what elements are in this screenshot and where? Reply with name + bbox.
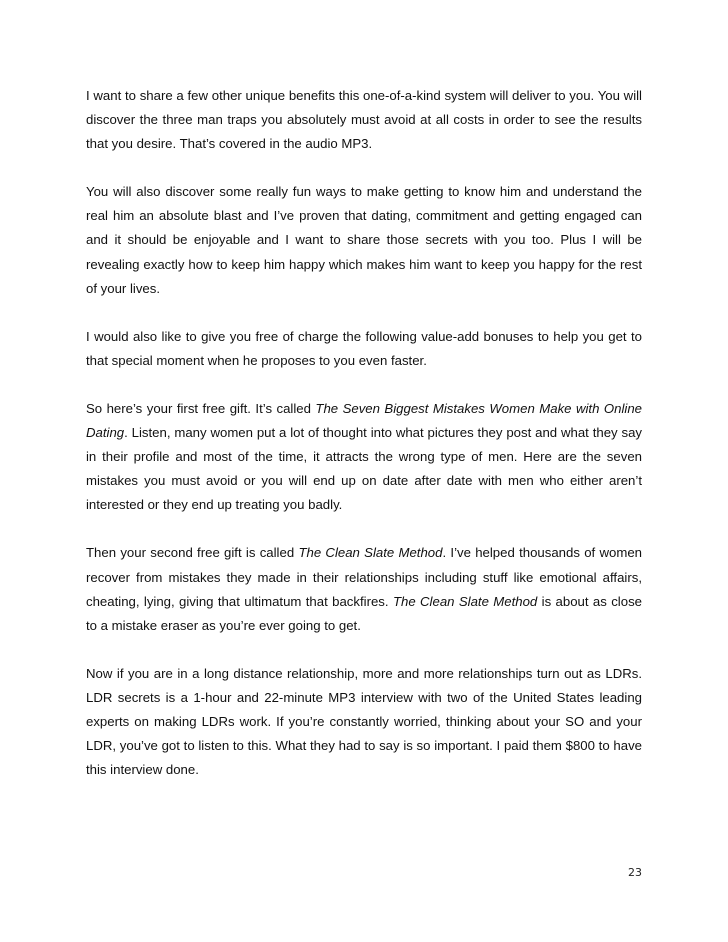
italic-title-text: The Seven Biggest Mistakes Women Make with Online Dating bbox=[86, 400, 642, 441]
paragraph-text: I would also like to give you free of charge the following value-add bonuses to help you get to that special moment when he proposes to you even faster. bbox=[86, 328, 642, 368]
paragraph bbox=[86, 84, 642, 156]
body-text bbox=[86, 84, 642, 806]
paragraph-text: Then your second free gift is called bbox=[86, 545, 299, 561]
paragraph bbox=[86, 397, 642, 517]
paragraph bbox=[86, 541, 642, 637]
paragraph-text: . Listen, many women put a lot of thought into what pictures they post and what they say in their profile and most of the time, it attracts the wrong type of men. Here are the seven mistakes you must avoid or you will end up on date after date with men who either aren’t interested or they end up treating you badly. bbox=[86, 425, 642, 513]
paragraph-text: So here’s your first free gift. It’s called bbox=[86, 400, 316, 416]
paragraph bbox=[86, 180, 642, 300]
italic-title-text: The Clean Slate Method bbox=[298, 545, 443, 561]
italic-title-text: The Clean Slate Method bbox=[392, 593, 538, 609]
page-number: 23 bbox=[628, 866, 642, 879]
paragraph bbox=[86, 325, 642, 373]
paragraph-text: I want to share a few other unique benefits this one-of-a-kind system will deliver to you. You will discover the three man traps you absolutely must avoid at all costs in order to see the results that you desire. That’s covered in the audio MP3. bbox=[86, 88, 642, 152]
paragraph-text: You will also discover some really fun ways to make getting to know him and understand the real him an absolute blast and I’ve proven that dating, commitment and getting engaged can and it should be enjoyable and I want to share those secrets with you too. Plus I will be revealing exactly how to keep him happy which makes him want to keep you happy for the rest of your lives. bbox=[86, 184, 642, 296]
paragraph-text: Now if you are in a long distance relationship, more and more relationships turn out as LDRs. LDR secrets is a 1-hour and 22-minute MP3 interview with two of the United States leading experts on making LDRs work. If you’re constantly worried, thinking about your SO and your LDR, you’ve got to listen to this. What they had to say is so important. I paid them $800 to have this interview done. bbox=[86, 665, 642, 778]
paragraph bbox=[86, 662, 642, 782]
paragraph-text: . I’ve helped thousands of women recover from mistakes they made in their relationships including stuff like emotional affairs, cheating, lying, giving that ultimatum that backfires. bbox=[86, 545, 642, 609]
paragraph-text: is about as close to a mistake eraser as you’re ever going to get. bbox=[86, 593, 642, 633]
